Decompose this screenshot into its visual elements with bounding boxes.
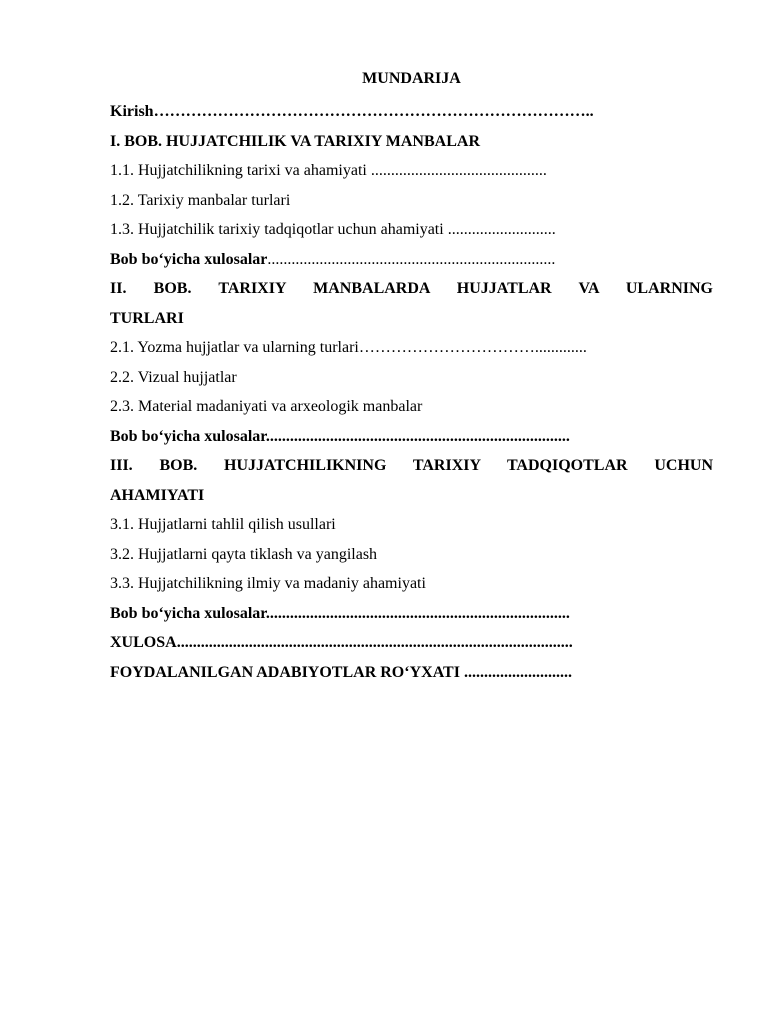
toc-entry-leader: ................................................................................................... xyxy=(176,634,573,651)
toc-entry-1-3 xyxy=(110,215,713,245)
toc-entry-leader: ........................................................................ xyxy=(267,250,556,268)
toc-entry-label: 3.1. Hujjatlarni tahlil qilish usullari xyxy=(110,516,336,533)
toc-entry-leader: ........................... xyxy=(459,663,572,681)
toc-entry-label: 3.2. Hujjatlarni qayta tiklash va yangilash xyxy=(110,545,378,563)
toc-entry-3-2 xyxy=(110,540,713,570)
toc-chapter-3-continued xyxy=(110,481,713,511)
toc-entry-2-3 xyxy=(110,392,713,422)
toc-entry-leader: ............................................................................ xyxy=(265,604,570,622)
toc-entry-leader: ............................................ xyxy=(366,162,547,179)
toc-entry-kirish xyxy=(110,97,713,127)
toc-entry-label: Kirish xyxy=(110,103,154,120)
toc-entry-1-2 xyxy=(110,186,713,216)
toc-entry-2-1 xyxy=(110,333,713,363)
toc-entry-label-line2: TURLARI xyxy=(110,309,184,327)
toc-entry-label: 2.3. Material madaniyati va arxeologik manbalar xyxy=(110,398,423,415)
toc-entry-leader: ……………………………………………………………………….. xyxy=(153,103,594,120)
toc-entry-label: 1.3. Hujjatchilik tarixiy tadqiqotlar uchun ahamiyati xyxy=(110,221,444,238)
toc-entry-3-1 xyxy=(110,510,713,540)
toc-chapter-2-continued xyxy=(110,304,713,334)
toc-entry-bibliography xyxy=(110,658,713,688)
toc-entry-label: XULOSA xyxy=(110,634,177,651)
toc-entry-label: 2.2. Vizual hujjatlar xyxy=(110,368,237,386)
toc-entry-label: FOYDALANILGAN ADABIYOTLAR RO‘YXATI xyxy=(110,663,460,681)
toc-entry-chapter-3-conclusion xyxy=(110,599,713,629)
toc-entry-label: 3.3. Hujjatchilikning ilmiy va madaniy ahamiyati xyxy=(110,575,426,592)
toc-entry-xulosa xyxy=(110,628,713,658)
toc-chapter-2 xyxy=(110,274,713,304)
table-of-contents xyxy=(110,68,713,687)
toc-entry-leader: ........................... xyxy=(443,221,556,238)
toc-chapter-1 xyxy=(110,127,713,157)
toc-entry-3-3 xyxy=(110,569,713,599)
toc-entry-label-line2: AHAMIYATI xyxy=(110,486,205,504)
toc-entry-2-2 xyxy=(110,363,713,393)
toc-entry-1-1 xyxy=(110,156,713,186)
toc-entry-chapter-1-conclusion xyxy=(110,245,713,275)
toc-entry-label: 1.2. Tarixiy manbalar turlari xyxy=(110,191,291,209)
toc-entry-label: Bob bo‘yicha xulosalar xyxy=(110,604,266,622)
toc-entry-label-line1: II. BOB. TARIXIY MANBALARDA HUJJATLAR VA ULARNING xyxy=(110,280,713,297)
page-title: MUNDARIJA xyxy=(362,70,461,87)
toc-chapter-3 xyxy=(110,451,713,481)
toc-entry-label: 2.1. Yozma hujjatlar va ularning turlari xyxy=(110,339,359,356)
toc-entry-leader: ……………………………............. xyxy=(358,339,587,356)
toc-entry-label: 1.1. Hujjatchilikning tarixi va ahamiyati xyxy=(110,162,367,179)
toc-entry-label: I. BOB. HUJJATCHILIK VA TARIXIY MANBALAR xyxy=(110,132,480,150)
toc-entry-label: Bob bo‘yicha xulosalar xyxy=(110,250,268,268)
toc-entry-label: Bob bo‘yicha xulosalar xyxy=(110,427,266,445)
toc-entry-leader: ............................................................................ xyxy=(265,427,570,445)
toc-entry-label-line1: III. BOB. HUJJATCHILIKNING TARIXIY TADQIQOTLAR UCHUN xyxy=(110,457,713,474)
toc-entry-chapter-2-conclusion xyxy=(110,422,713,452)
